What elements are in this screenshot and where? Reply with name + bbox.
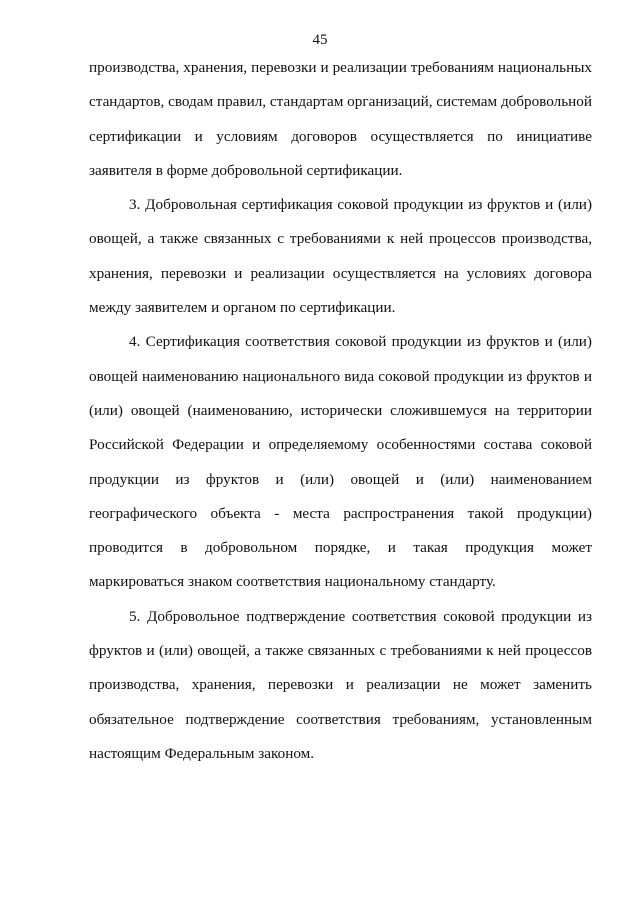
text-line: производства, хранения, перевозки и реализации не может заменить bbox=[89, 676, 592, 694]
text-line: маркироваться знаком соответствия национальному стандарту. bbox=[89, 573, 496, 591]
text-line: 5. Добровольное подтверждение соответствия соковой продукции из bbox=[129, 607, 592, 625]
text-line: хранения, перевозки и реализации осуществляется на условиях договора bbox=[89, 264, 592, 282]
text-line: стандартов, сводам правил, стандартам организаций, системам добровольной bbox=[89, 93, 592, 111]
text-line: овощей наименованию национального вида соковой продукции из фруктов и bbox=[89, 367, 592, 385]
text-line: производства, хранения, перевозки и реализации требованиям национальных bbox=[89, 59, 592, 76]
text-line: между заявителем и органом по сертификации. bbox=[89, 299, 396, 317]
paragraph-item-5 bbox=[89, 600, 592, 771]
text-line: настоящим Федеральным законом. bbox=[89, 744, 315, 762]
text-line: продукции из фруктов и (или) овощей и (или) наименованием bbox=[89, 470, 592, 488]
text-line: 4. Сертификация соответствия соковой продукции из фруктов и (или) bbox=[129, 333, 592, 351]
paragraph-continuation bbox=[89, 51, 592, 188]
text-line: географического объекта - места распространения такой продукции) bbox=[89, 504, 592, 522]
text-line: (или) овощей (наименованию, исторически сложившемуся на территории bbox=[89, 401, 592, 419]
text-line: Российской Федерации и определяемому особенностями состава соковой bbox=[89, 436, 592, 454]
text-line: обязательное подтверждение соответствия требованиям, установленным bbox=[89, 710, 592, 728]
document-body bbox=[89, 51, 592, 771]
text-line: овощей, а также связанных с требованиями к ней процессов производства, bbox=[89, 230, 592, 248]
page-number: 45 bbox=[312, 32, 328, 48]
text-line: фруктов и (или) овощей, а также связанных с требованиями к ней процессов bbox=[89, 642, 592, 660]
paragraph-item-3 bbox=[89, 188, 592, 325]
text-line: проводится в добровольном порядке, и такая продукция может bbox=[89, 539, 592, 557]
paragraph-item-4 bbox=[89, 325, 592, 599]
text-line: заявителя в форме добровольной сертификации. bbox=[89, 161, 403, 179]
text-line: сертификации и условиям договоров осуществляется по инициативе bbox=[89, 127, 592, 145]
text-line: 3. Добровольная сертификация соковой продукции из фруктов и (или) bbox=[129, 196, 592, 214]
